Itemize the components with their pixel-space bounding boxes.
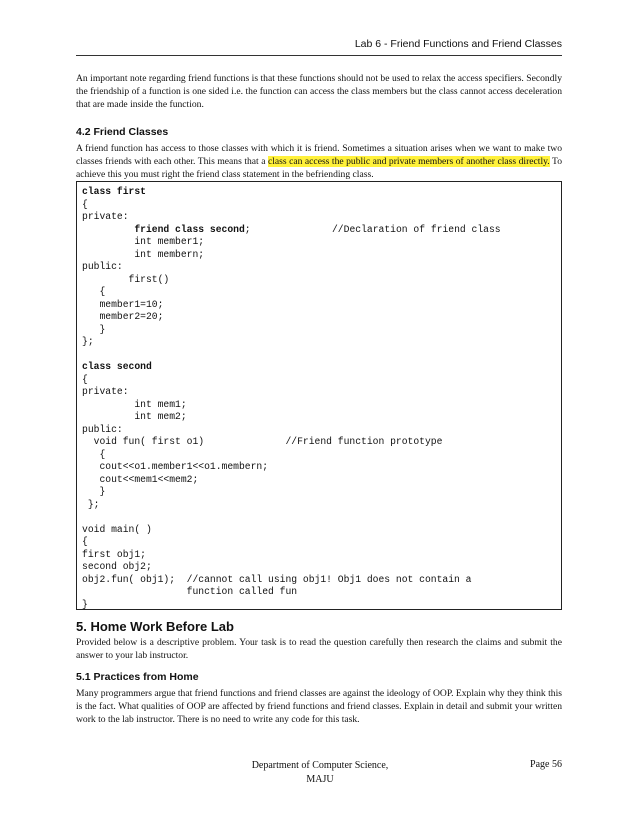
code-line: void main( ) <box>82 523 152 535</box>
code-line: { <box>82 373 88 385</box>
code-line: first() <box>82 273 170 285</box>
code-line: { <box>82 286 106 297</box>
code-line: int mem2; <box>82 411 187 422</box>
code-line: }; <box>82 336 94 347</box>
code-line: { <box>82 536 88 547</box>
highlighted-text: class can access the public and private members of another class directly. <box>267 156 550 167</box>
footer-department-line1: Department of Computer Science, <box>251 760 389 771</box>
code-line: { <box>82 198 88 210</box>
section-5-1-heading: 5.1 Practices from Home <box>76 671 199 683</box>
section-5-heading: 5. Home Work Before Lab <box>76 619 234 634</box>
footer-page-number: Page 56 <box>530 759 562 770</box>
page-header-title: Lab 6 - Friend Functions and Friend Classes <box>354 38 562 50</box>
code-line: function called fun <box>82 586 298 597</box>
code-line: class first <box>82 186 146 197</box>
code-line: private: <box>82 386 129 397</box>
header-rule <box>76 55 562 56</box>
code-line: { <box>82 448 106 460</box>
code-line: int mem1; <box>82 398 187 410</box>
footer-department-line2: MAJU <box>306 774 334 785</box>
code-line: void fun( first o1) //Friend function prototype <box>82 436 443 447</box>
code-line: member1=10; <box>82 298 164 310</box>
code-line: int membern; <box>82 248 205 260</box>
code-line: member2=20; <box>82 311 164 322</box>
code-line: private: <box>82 211 129 222</box>
section-5-paragraph: Provided below is a descriptive problem. Your task is to read the question carefully then research the claims and submit the answer to your lab instructor. <box>76 637 562 661</box>
code-line: cout<<mem1<<mem2; <box>82 473 199 485</box>
code-listing <box>82 186 501 611</box>
code-line: public: <box>82 423 123 435</box>
section-4-2-paragraph <box>76 142 562 181</box>
code-line: obj2.fun( obj1); //cannot call using obj1! Obj1 does not contain a <box>82 573 472 585</box>
code-line: first obj1; <box>82 548 146 560</box>
code-line: } <box>82 598 88 610</box>
code-line: public: <box>82 261 123 272</box>
code-line: int member1; <box>82 236 205 247</box>
intro-paragraph: An important note regarding friend functions is that these functions should not be used to relax the access specifiers. Secondly the friendship of a function is one sided i.e. the function can access the class members but the class cannot access deceleration that are made inside the function. <box>76 73 562 110</box>
section-4-2-text-after: To achieve this you must right the friend class statement in the befriending class. <box>76 156 562 180</box>
code-line: cout<<o1.member1<<o1.membern; <box>82 461 269 472</box>
code-line: friend class second; //Declaration of friend class <box>134 223 501 235</box>
footer-department <box>240 759 400 787</box>
code-line: second obj2; <box>82 561 152 572</box>
code-line: } <box>82 323 106 335</box>
section-4-2-heading: 4.2 Friend Classes <box>76 126 169 138</box>
section-4-2-text-before: A friend function has access to those classes with which it is friend. Sometimes a situation arises when we want to make two classes friends with each other. This means that a <box>76 143 562 167</box>
section-5-1-paragraph: Many programmers argue that friend functions and friend classes are against the ideology of OOP. Explain why they think this is the fact. What qualities of OOP are affected by friend functions and friend classes. Explain in detail and submit your written work to the lab instructor. There is no need to write any code for this task. <box>76 688 562 725</box>
code-line: } <box>82 486 106 497</box>
code-line: class second <box>82 361 152 372</box>
code-line: }; <box>82 498 100 510</box>
